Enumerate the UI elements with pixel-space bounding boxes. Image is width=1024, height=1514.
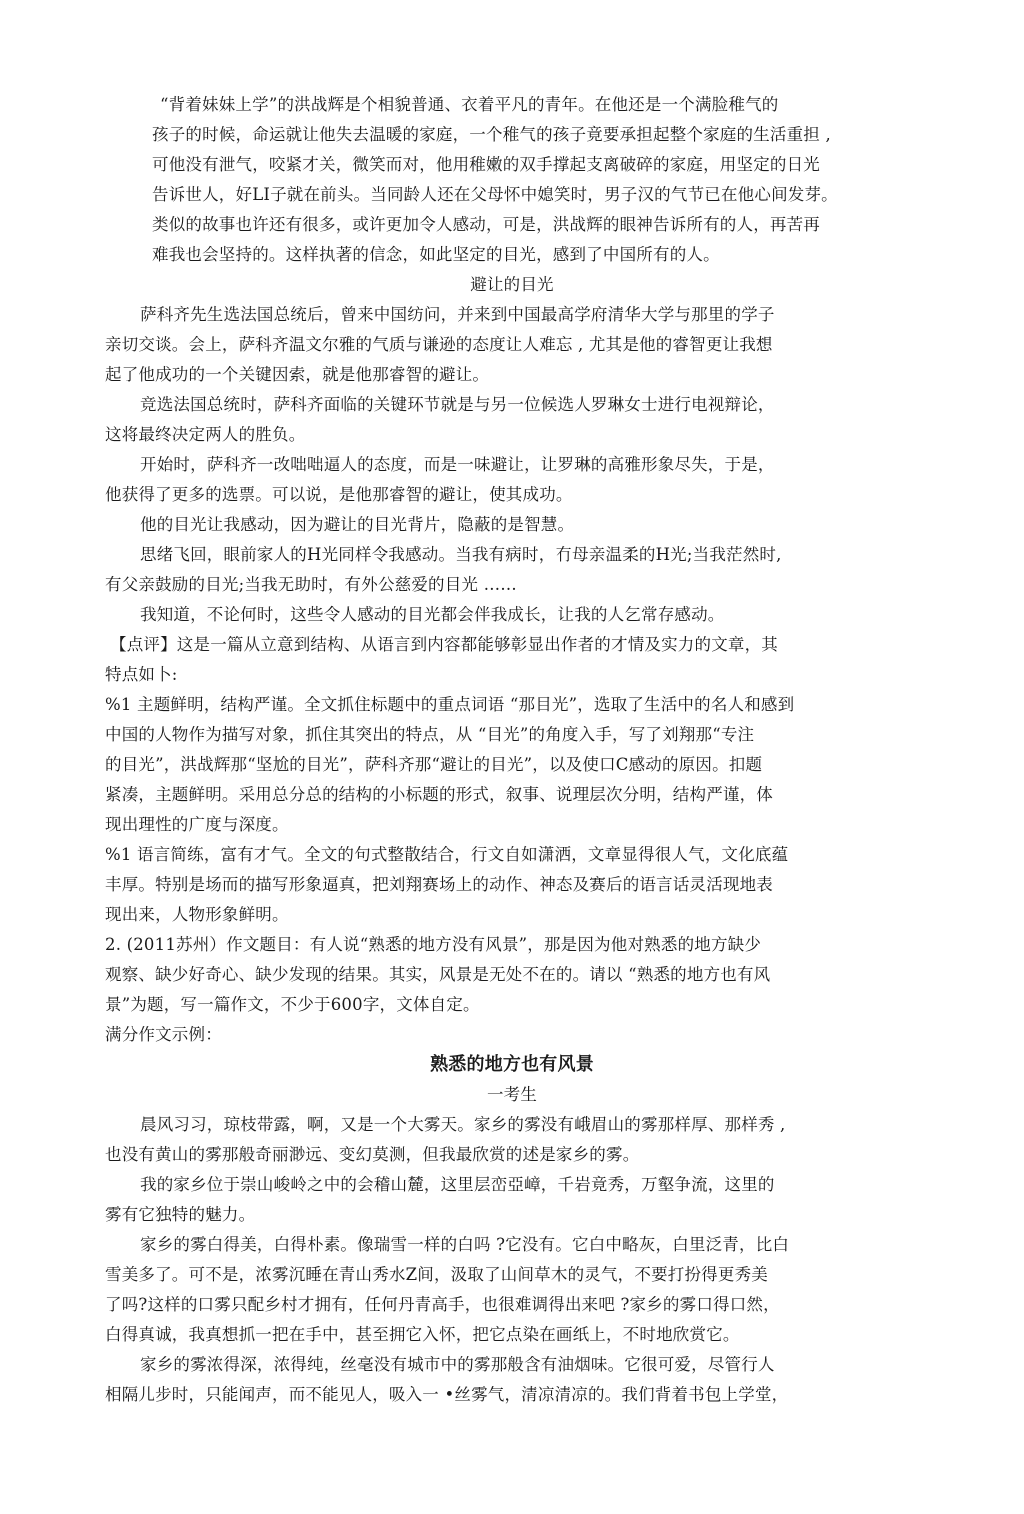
review-line: %1 语言简练，富有才气。全文的句式整散结合，行文自如潇洒，文章显得很人气，文化底蕴 bbox=[105, 845, 789, 864]
question-line: 景”为题，写一篇作文，不少于600字，文体自定。 bbox=[105, 995, 480, 1014]
text-line: 竞选法国总统时，萨科齐面临的关键环节就是与另一位候选人罗琳女士进行电视辩论， bbox=[140, 395, 775, 414]
text-line: 他的目光让我感动，因为避让的目光背片，隐蔽的是智慧。 bbox=[140, 515, 575, 534]
essay-title: 熟悉的地方也有风景 bbox=[430, 1054, 594, 1075]
review-line: 丰厚。特别是场而的描写形象逼真，把刘翔赛场上的动作、神态及赛后的语言话灵活现地表 bbox=[105, 875, 773, 894]
text-line: 这将最终决定两人的胜负。 bbox=[105, 425, 306, 444]
text-line: 起了他成功的一个关键因索，就是他那睿智的避让。 bbox=[105, 365, 490, 384]
text-line: 开始时，萨科齐一改咄咄逼人的态度，而是一味避让，让罗琳的高雅形象尽失，于是， bbox=[140, 455, 775, 474]
review-line: 特点如卜: bbox=[105, 665, 178, 684]
question-line: 观察、缺少好奇心、缺少发现的结果。其实，风景是无处不在的。请以 “熟悉的地方也有风 bbox=[105, 965, 771, 984]
text-line: “背着妹妹上学”的洪战辉是个相貌普通、衣着平凡的青年。在他还是一个满脸稚气的 bbox=[160, 95, 779, 114]
text-line: 思绪飞回，眼前家人的H光同样令我感动。当我有病时，冇母亲温柔的H光;当我茫然时, bbox=[140, 545, 782, 564]
text-line: 亲切交谈。会上，萨科齐温文尔雅的气质与谦逊的态度让人难忘 , 尤其是他的睿智更让我想 bbox=[105, 335, 773, 354]
text-line: 可他没有泄气，咬紧才关，微笑而对，他用稚嫩的双手撑起支离破碎的家庭，用坚定的日光 bbox=[152, 155, 820, 174]
subheading: 避让的目光 bbox=[470, 275, 554, 294]
text-line: 我知道，不论何时，这些令人感动的目光都会伴我成长，让我的人乞常存感动。 bbox=[140, 605, 725, 624]
essay-line: 晨风习习，琼枝带露，啊，又是一个大雾天。家乡的雾没有峨眉山的雾那样厚、那样秀 , bbox=[140, 1115, 786, 1134]
essay-line: 家乡的雾白得美，白得朴素。像瑞雪一样的白吗 ?它没有。它白中略灰，白里泛青，比白 bbox=[140, 1235, 790, 1254]
essay-line: 我的家乡位于崇山峻岭之中的会稽山麓，这里层峦亞嶂，千岩竟秀，万壑争流，这里的 bbox=[140, 1175, 775, 1194]
text-line: 他获得了更多的选票。可以说，是他那睿智的避让，使其成功。 bbox=[105, 485, 573, 504]
text-line: 难我也会坚持的。这样执著的信念，如此坚定的目光，感到了中国所有的人。 bbox=[152, 245, 720, 264]
question-line: 2. (2011苏州）作文题目：有人说“熟悉的地方没有风景”，那是因为他对熟悉的地方缺少 bbox=[105, 935, 762, 954]
review-line: 现出理性的广度与深度。 bbox=[105, 815, 289, 834]
review-line: 的目光”，洪战辉那“坚尬的目光”，萨科齐那“避让的目光”，以及使口C感动的原因。扣题 bbox=[105, 755, 763, 774]
review-line: 【点评】这是一篇从立意到结构、从语言到内容都能够彰显出作者的才情及实力的文章，其 bbox=[110, 635, 778, 654]
review-line: %1 主题鲜明，结构严谨。全文抓住标题中的重点词语 “那目光”，选取了生活中的名人和感到 bbox=[105, 695, 795, 714]
essay-line: 雪美多了。可不是，浓雾沉睡在青山秀水Z间，汲取了山间草木的灵气，不要打扮得更秀美 bbox=[105, 1265, 768, 1284]
essay-line: 雾有它独特的魅力。 bbox=[105, 1205, 256, 1224]
text-line: 告诉世人，好LI子就在前头。当同龄人还在父母怀中媳笑时，男子汉的气节已在他心间发芽。 bbox=[152, 185, 838, 204]
essay-line: 相隔儿步时，只能闻声，而不能见人，吸入一 •丝雾气，清凉清凉的。我们背着书包上学堂， bbox=[105, 1385, 789, 1404]
essay-line: 家乡的雾浓得深，浓得纯，丝毫没有城市中的雾那般含有油烟味。它很可爱，尽管行人 bbox=[140, 1355, 775, 1374]
text-line: 类似的故事也许还有很多，或许更加令人感动，可是，洪战辉的眼神告诉所有的人，再苦再 bbox=[152, 215, 820, 234]
review-line: 现出来，人物形象鲜明。 bbox=[105, 905, 289, 924]
text-line: 孩子的时候，命运就让他失去温暖的家庭，一个稚气的孩子竟要承担起整个家庭的生活重担 , bbox=[152, 125, 831, 144]
essay-author: 一考生 bbox=[486, 1085, 538, 1104]
text-line: 有父亲鼓励的目光;当我无助时，有外公慈爱的目光 …… bbox=[105, 575, 518, 594]
text-line: 萨科齐先生选法国总统后，曾来中国纺问，并来到中国最高学府清华大学与那里的学子 bbox=[140, 305, 775, 324]
review-line: 紧凑，主题鲜明。采用总分总的结构的小标题的形式，叙事、说理层次分明，结构严谨，体 bbox=[105, 785, 773, 804]
review-line: 中国的人物作为描写对象，抓住其突出的特点，从 “目光”的角度入手，写了刘翔那“专注 bbox=[105, 725, 755, 744]
essay-line: 白得真诚，我真想抓一把在手中，甚至拥它入怀，把它点染在画纸上，不时地欣赏它。 bbox=[105, 1325, 740, 1344]
question-line: 满分作文示例： bbox=[105, 1025, 222, 1044]
essay-line: 了吗?这样的口雾只配乡村才拥有，任何丹青高手，也很难调得出来吧 ?家乡的雾口得口然， bbox=[105, 1295, 780, 1314]
essay-line: 也没有黄山的雾那般奇丽渺远、变幻莫测，但我最欣赏的述是家乡的雾。 bbox=[105, 1145, 640, 1164]
